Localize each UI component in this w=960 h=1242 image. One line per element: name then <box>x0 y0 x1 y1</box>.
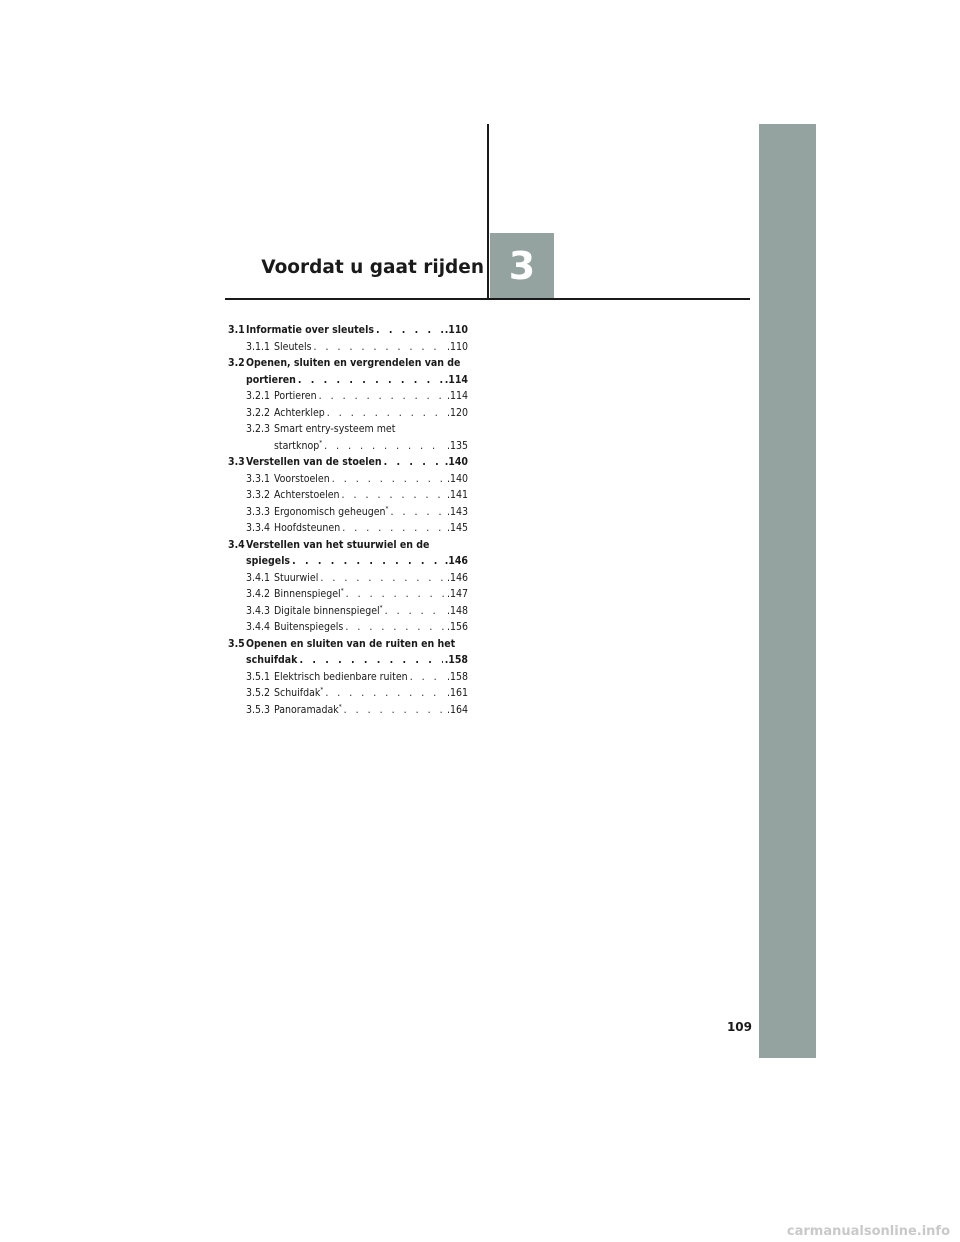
toc-leader <box>299 652 442 669</box>
toc-title-text: Binnenspiegel <box>274 588 341 600</box>
toc-title-text: Schuifdak <box>274 687 321 699</box>
toc-entry-3-4-4[interactable] <box>228 619 468 636</box>
toc-section-3-3[interactable] <box>228 454 468 471</box>
toc-leader <box>324 438 445 455</box>
toc-page: .141 <box>446 489 468 501</box>
toc-title <box>274 586 344 603</box>
toc-title-cont: schuifdak <box>246 654 298 666</box>
toc-number: 3.3.2 <box>246 489 271 501</box>
toc-title: Openen, sluiten en vergrendelen van de <box>246 357 461 369</box>
vertical-rule <box>487 124 489 300</box>
toc-title-cont: portieren <box>246 373 296 386</box>
toc-title-text: Panoramadak <box>274 703 339 716</box>
optional-mark: * <box>340 586 344 595</box>
toc-title-text: Digitale binnenspiegel <box>274 604 380 617</box>
toc-title-text: Ergonomisch geheugen <box>274 505 386 518</box>
toc-entry-3-4-1[interactable] <box>228 570 468 587</box>
toc-title-cont <box>274 438 322 455</box>
toc-leader <box>320 570 445 587</box>
header-rule <box>225 298 750 300</box>
toc-leader <box>298 372 443 389</box>
toc-page: .110 <box>446 340 468 353</box>
toc-section-3-5[interactable] <box>228 636 468 653</box>
chapter-title: Voordat u gaat rijden <box>261 257 484 278</box>
toc-number: 3.4.3 <box>246 604 271 617</box>
toc-entry-3-3-1[interactable] <box>228 471 468 488</box>
toc-section-3-4[interactable] <box>228 537 468 554</box>
optional-mark: * <box>320 685 324 694</box>
toc-page: .148 <box>446 604 468 617</box>
chapter-side-tab <box>759 124 816 1058</box>
toc-title: Achterklep <box>274 406 325 419</box>
toc-number: 3.2.3 <box>246 423 271 435</box>
toc-title <box>274 685 323 702</box>
toc-page: .145 <box>446 522 468 534</box>
toc-number: 3.3 <box>228 456 245 468</box>
toc-page: .158 <box>444 654 468 666</box>
toc-number: 3.3.3 <box>246 505 271 518</box>
toc-title: Informatie over sleutels <box>246 324 374 336</box>
toc-title: Elektrisch bedienbare ruiten <box>274 670 408 683</box>
toc-leader <box>344 702 445 719</box>
toc-page: .140 <box>444 456 468 468</box>
optional-mark: * <box>379 603 383 611</box>
toc-page: .143 <box>446 505 468 518</box>
chapter-number: 3 <box>508 243 536 288</box>
toc-entry-3-1-1[interactable] <box>228 339 468 356</box>
toc-section-3-5-cont[interactable] <box>228 652 468 669</box>
toc-number: 3.5.3 <box>246 703 271 716</box>
toc-page: .161 <box>446 687 468 699</box>
toc-leader <box>410 669 445 686</box>
toc-section-3-1[interactable] <box>228 322 468 339</box>
toc-page: .120 <box>446 406 468 419</box>
toc-title: Openen en sluiten van de ruiten en het <box>246 637 456 650</box>
toc-title <box>274 702 342 719</box>
toc-number: 3.5.2 <box>246 687 271 699</box>
toc-title <box>274 603 383 620</box>
toc-entry-3-4-3[interactable] <box>228 603 468 620</box>
toc-number: 3.5 <box>228 637 245 650</box>
toc-number: 3.5.1 <box>246 670 271 683</box>
toc-leader <box>376 322 443 339</box>
toc-entry-3-2-2[interactable] <box>228 405 468 422</box>
toc-number: 3.4.4 <box>246 621 271 633</box>
toc-page: .164 <box>446 703 468 716</box>
toc-entry-3-5-1[interactable] <box>228 669 468 686</box>
toc-title: Sleutels <box>274 340 312 353</box>
toc-title-cont: spiegels <box>246 555 291 567</box>
toc-leader <box>390 504 444 521</box>
toc-title: Hoofdsteunen <box>274 522 341 534</box>
toc-leader <box>325 685 445 702</box>
toc-section-3-2[interactable] <box>228 355 468 372</box>
toc-number: 3.1.1 <box>246 340 271 353</box>
toc-entry-3-5-2[interactable] <box>228 685 468 702</box>
toc-title: Stuurwiel <box>274 571 319 584</box>
toc-title: Verstellen van het stuurwiel en de <box>246 538 430 551</box>
toc-page: .156 <box>446 621 468 633</box>
toc-leader <box>292 553 443 570</box>
toc-title: Portieren <box>274 390 317 402</box>
toc-leader <box>314 339 445 356</box>
toc-title-cont-text: startknop <box>274 439 320 452</box>
toc-entry-3-3-2[interactable] <box>228 487 468 504</box>
toc-entry-3-3-4[interactable] <box>228 520 468 537</box>
toc-number: 3.2.2 <box>246 406 271 419</box>
optional-mark: * <box>385 504 389 512</box>
toc-leader <box>327 405 445 422</box>
toc-page: .140 <box>446 472 468 485</box>
toc-title: Smart entry-systeem met <box>274 423 396 435</box>
toc-page: .114 <box>444 373 468 386</box>
toc-number: 3.4 <box>228 538 245 551</box>
page-number: 109 <box>726 1020 752 1034</box>
toc-page: .114 <box>446 390 468 402</box>
toc-leader <box>342 487 445 504</box>
toc-page: .110 <box>444 324 468 336</box>
toc-leader <box>319 388 445 405</box>
toc-title <box>274 504 388 521</box>
toc-leader <box>332 471 445 488</box>
toc-leader <box>345 619 445 636</box>
toc-number: 3.3.1 <box>246 472 271 485</box>
toc-title: Buitenspiegels <box>274 621 344 633</box>
toc-number: 3.1 <box>228 324 245 336</box>
toc-section-3-2-cont[interactable] <box>228 372 468 389</box>
optional-mark: * <box>319 438 323 446</box>
toc-number: 3.4.1 <box>246 571 271 584</box>
toc-title: Achterstoelen <box>274 489 340 501</box>
chapter-number-box <box>490 233 554 298</box>
toc-number: 3.3.4 <box>246 522 271 534</box>
toc-entry-3-2-3[interactable] <box>228 421 468 438</box>
toc-page: .146 <box>444 555 468 567</box>
toc-number: 3.2 <box>228 357 245 369</box>
watermark: carmanualsonline.info <box>786 1224 950 1239</box>
toc-leader <box>346 586 445 603</box>
toc-entry-3-2-3-cont[interactable] <box>228 438 468 455</box>
toc-page: .158 <box>446 670 468 683</box>
optional-mark: * <box>338 702 342 710</box>
toc-page: .147 <box>446 588 468 600</box>
toc-section-3-4-cont[interactable] <box>228 553 468 570</box>
toc-entry-3-2-1[interactable] <box>228 388 468 405</box>
toc-page: .135 <box>446 439 468 452</box>
toc-page: .146 <box>446 571 468 584</box>
toc-number: 3.4.2 <box>246 588 271 600</box>
toc-entry-3-4-2[interactable] <box>228 586 468 603</box>
toc-entry-3-5-3[interactable] <box>228 702 468 719</box>
toc-leader <box>342 520 445 537</box>
toc-number: 3.2.1 <box>246 390 271 402</box>
toc-leader <box>384 454 443 471</box>
toc-title: Voorstoelen <box>274 472 330 485</box>
toc-title: Verstellen van de stoelen <box>246 456 382 468</box>
table-of-contents <box>228 322 468 718</box>
toc-leader <box>385 603 445 620</box>
toc-entry-3-3-3[interactable] <box>228 504 468 521</box>
